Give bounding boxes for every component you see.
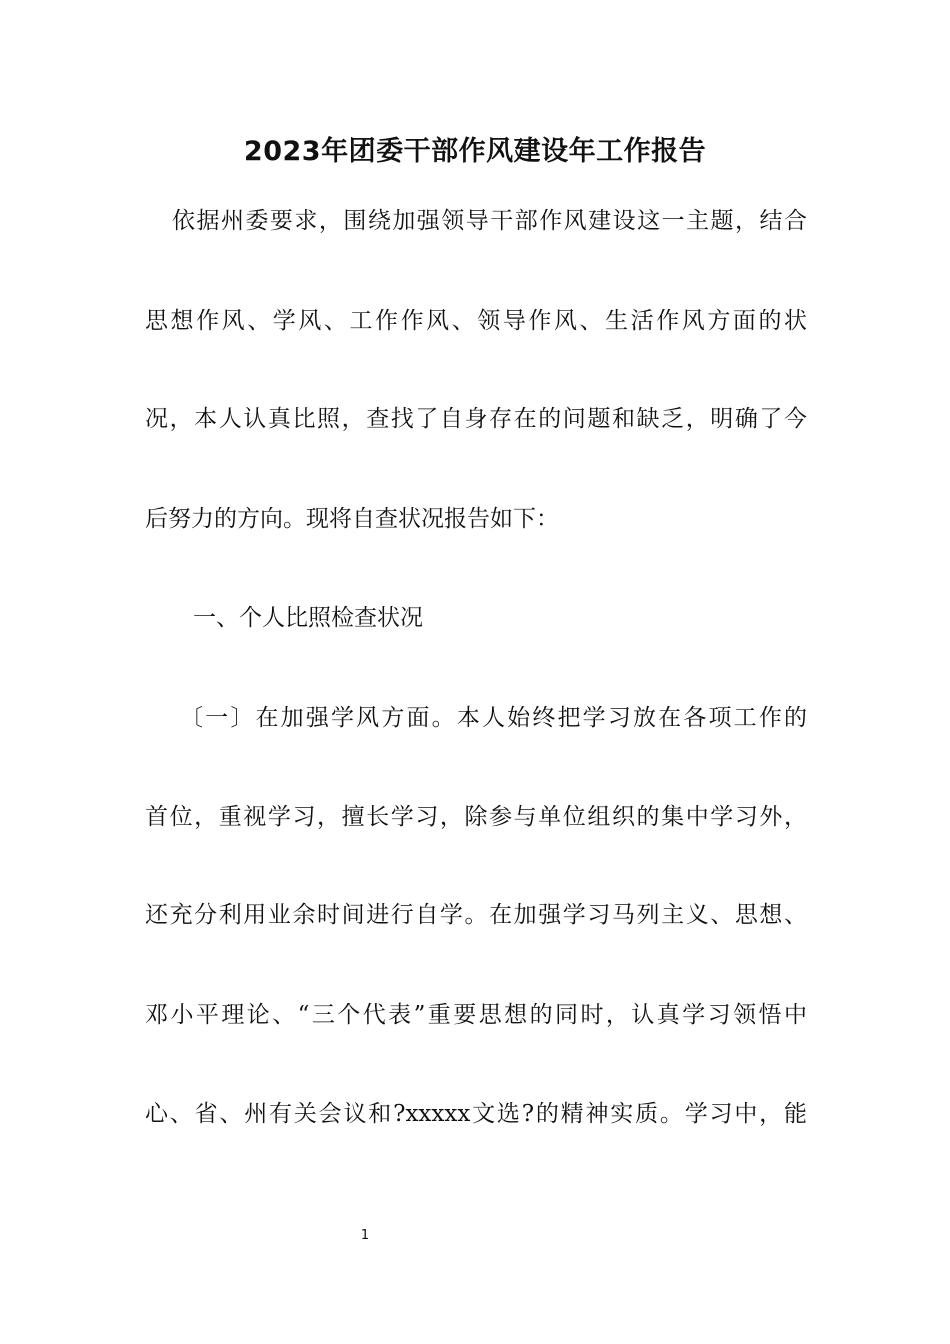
document-title: 2023年团委干部作风建设年工作报告 <box>243 136 707 167</box>
page-number: 1 <box>360 1228 370 1243</box>
paragraph-line: 依据州委要求，围绕加强领导干部作风建设这一主题，结合 <box>172 208 807 234</box>
section-heading: 一、个人比照检查状况 <box>193 605 423 631</box>
paragraph-line: 思想作风、学风、工作作风、领导作风、生活作风方面的状 <box>145 308 807 334</box>
paragraph-line: 〔一〕在加强学风方面。本人始终把学习放在各项工作的 <box>180 705 807 731</box>
paragraph-line: 心、省、州有关会议和?xxxxx文选?的精神实质。学习中，能 <box>145 1101 807 1127</box>
paragraph-line: 首位，重视学习，擅长学习，除参与单位组织的集中学习外， <box>145 804 807 830</box>
paragraph-line: 邓小平理论、“三个代表”重要思想的同时，认真学习领悟中 <box>145 1002 807 1028</box>
paragraph-line: 还充分利用业余时间进行自学。在加强学习马列主义、思想、 <box>145 902 807 928</box>
paragraph-line: 况，本人认真比照，查找了自身存在的问题和缺乏，明确了今 <box>145 406 807 432</box>
paragraph-line: 后努力的方向。现将自查状况报告如下： <box>145 506 559 532</box>
